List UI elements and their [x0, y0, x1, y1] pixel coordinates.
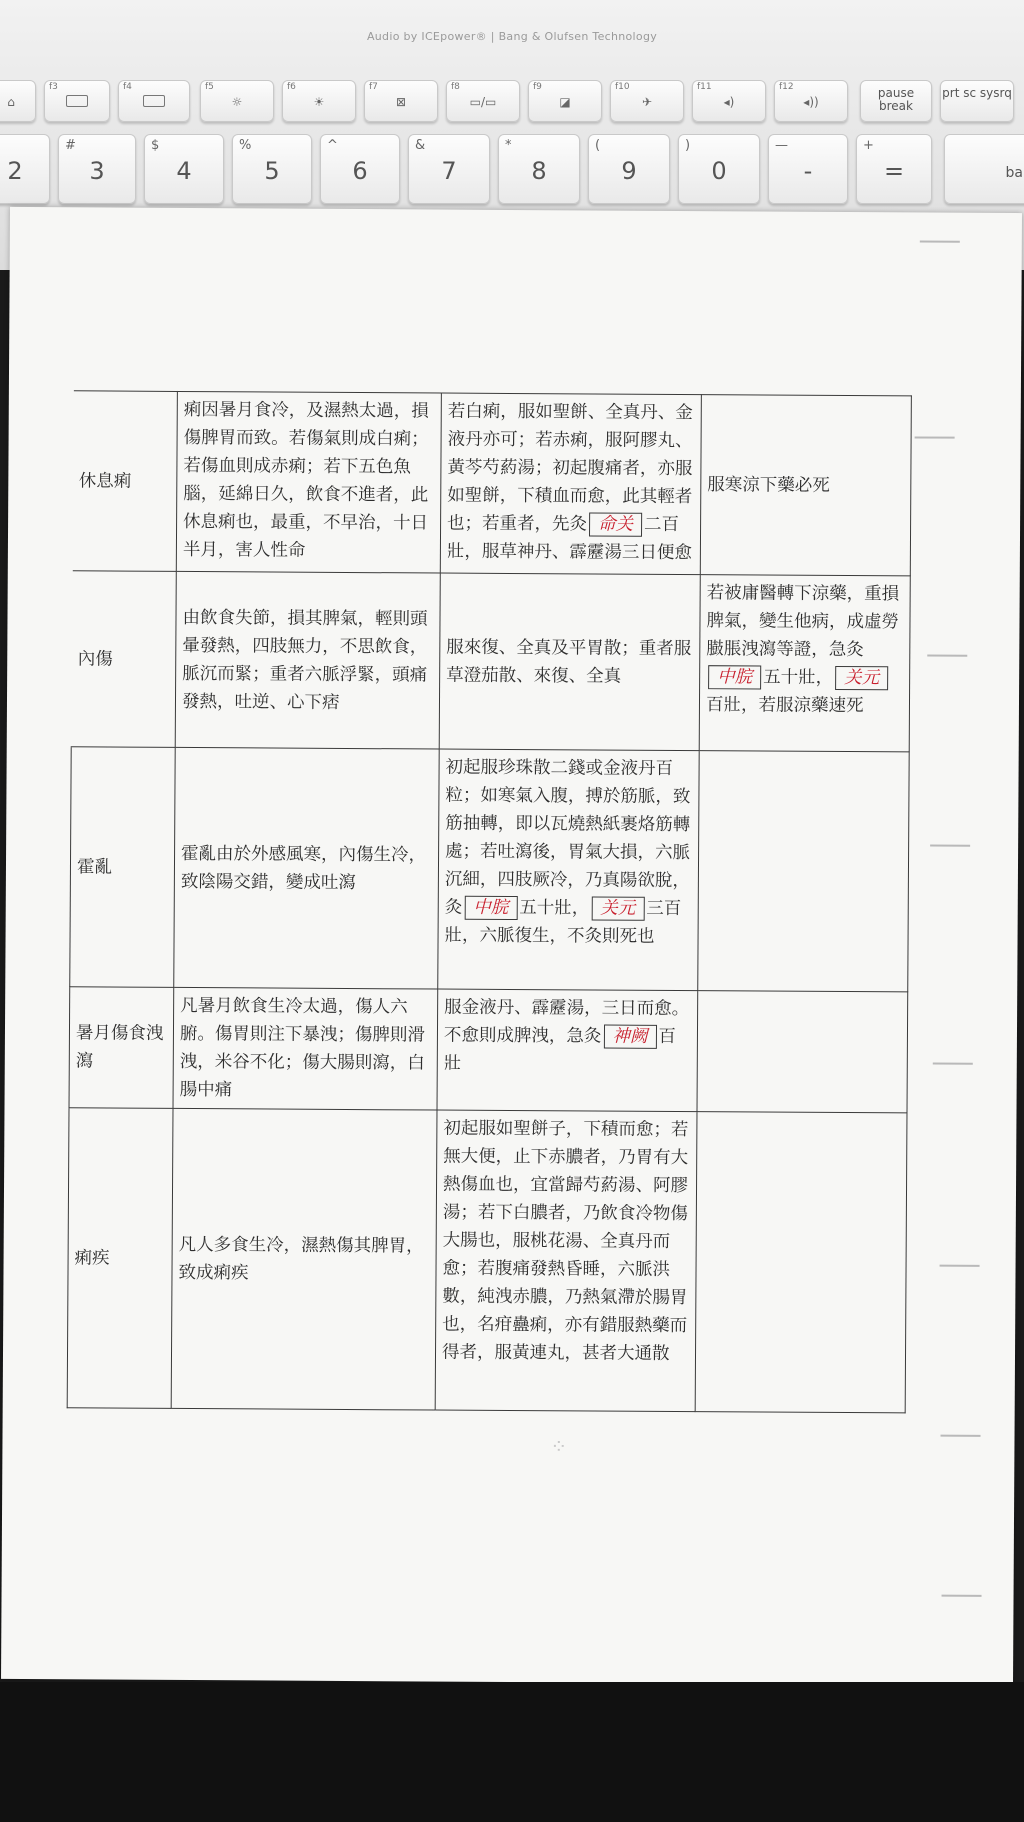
paper-edge-mark — [933, 1061, 973, 1067]
key-minus[interactable] — [768, 134, 848, 204]
key-2[interactable] — [0, 134, 50, 204]
paper-edge-mark — [920, 238, 960, 244]
paper-edge-mark — [930, 843, 970, 849]
f6-key[interactable] — [282, 80, 356, 122]
treatment-text: 三百壯，六脈復生，不灸則死也 — [444, 898, 682, 947]
acupoint-stamp: 关元 — [591, 896, 644, 920]
f12-label: f12 — [779, 82, 794, 92]
key-2-number: 2 — [7, 157, 23, 185]
dark-tabletop — [0, 1682, 1024, 1822]
treatment-text: 五十壯， — [519, 898, 590, 919]
warning-cell — [699, 575, 910, 752]
f6-label: f6 — [287, 82, 296, 92]
key-9-number: 9 — [621, 157, 637, 185]
remedy-table — [67, 390, 912, 1413]
f9-key[interactable] — [528, 80, 602, 122]
f7-label: f7 — [369, 82, 378, 92]
treatment-text: 初起服珍珠散二錢或金液丹百粒；如寒氣入腹，搏於筋脈，致筋抽轉，即以瓦燒熱紙裹烙筋轉處；若吐瀉後，胃氣大損，六脈沉細，四肢厥冷，乃真陽欲脫，灸 — [444, 757, 691, 918]
key-minus-number: - — [803, 157, 813, 185]
backspace-label: ba — [1005, 165, 1023, 181]
paper-edge-mark — [915, 434, 955, 440]
key-4-number: 4 — [176, 157, 192, 185]
warning-text: 百壯，若服涼藥速死 — [705, 695, 864, 717]
lock-icon: ⌂ — [7, 95, 15, 109]
disease-name: 痢疾 — [67, 1108, 173, 1409]
key-equals-symbol: + — [863, 138, 874, 153]
cause-cell: 凡人多食生冷，濕熱傷其脾胃，致成痢疾 — [171, 1108, 437, 1410]
treatment-text: 服金液丹、霹靂湯，三日而愈。不愈則成脾洩，急灸 — [443, 997, 690, 1047]
warning-cell — [697, 991, 908, 1113]
acupoint-stamp: 关元 — [835, 666, 888, 690]
touchpad-icon: ◪ — [559, 95, 571, 109]
acupoint-stamp: 中脘 — [464, 896, 517, 920]
key-minus-symbol: — — [775, 138, 788, 153]
key-5-number: 5 — [264, 157, 280, 185]
key-0-symbol: ) — [685, 138, 691, 153]
table-row — [72, 391, 911, 576]
key-0[interactable] — [678, 134, 760, 204]
f11-key[interactable] — [692, 80, 766, 122]
brightness-down-icon: ☼ — [231, 95, 243, 109]
key-4-symbol: $ — [151, 138, 160, 153]
table-row — [70, 747, 909, 992]
treatment-text: 二百壯，服草神丹、霹靂湯三日便愈 — [446, 514, 692, 564]
f5-key[interactable] — [200, 80, 274, 122]
pause-break-key[interactable] — [860, 80, 932, 122]
key-6-symbol: ^ — [327, 138, 338, 153]
key-8-symbol: * — [505, 138, 512, 153]
key-0-number: 0 — [711, 157, 727, 185]
f9-label: f9 — [533, 82, 542, 92]
key-3[interactable] — [58, 134, 136, 204]
key-9-symbol: ( — [595, 138, 601, 153]
key-5-symbol: % — [239, 138, 252, 153]
key-5[interactable] — [232, 134, 312, 204]
f3-key[interactable] — [44, 80, 110, 122]
key-7-symbol: & — [415, 138, 426, 153]
display-switch-icon: ▭/▭ — [469, 95, 497, 109]
key-equals-number: = — [883, 157, 905, 185]
paper-crease-mark: ⁘ — [550, 1434, 568, 1459]
f8-label: f8 — [451, 82, 460, 92]
f10-label: f10 — [615, 82, 630, 92]
paper-edge-mark — [942, 1593, 982, 1599]
acupoint-stamp: 命关 — [589, 512, 642, 536]
warning-cell — [698, 751, 909, 992]
cause-cell: 凡暑月飲食生冷太過，傷人六腑。傷胃則注下暴洩；傷脾則滑洩，米谷不化；傷大腸則瀉，白腸中痛 — [173, 987, 438, 1110]
key-3-symbol: # — [65, 138, 76, 153]
paper-edge-mark — [940, 1263, 980, 1269]
treatment-cell — [438, 749, 699, 991]
paper-edge-mark — [927, 653, 967, 659]
warning-text: 若被庸醫轉下涼藥，重損脾氣，變生他病，成虛勞臌脹洩瀉等證，急灸 — [706, 583, 900, 661]
disease-name: 休息痢 — [72, 391, 177, 572]
key-6-number: 6 — [352, 157, 368, 185]
warning-cell — [695, 1112, 907, 1413]
f11-label: f11 — [697, 82, 712, 92]
f4-label: f4 — [123, 82, 132, 92]
warning-cell: 服寒涼下藥必死 — [700, 395, 911, 576]
key-4[interactable] — [144, 134, 224, 204]
disease-name: 霍亂 — [70, 747, 175, 988]
pause-break-label: pause break — [877, 86, 915, 113]
f10-key[interactable] — [610, 80, 684, 122]
key-3-number: 3 — [89, 157, 105, 185]
key-9[interactable] — [588, 134, 670, 204]
table-row — [67, 1108, 907, 1413]
f4-key[interactable] — [118, 80, 190, 122]
warning-text: 五十壯， — [763, 667, 834, 688]
table-row — [69, 987, 908, 1113]
screen-off-icon: ⊠ — [395, 95, 407, 109]
acupoint-stamp: 神阙 — [603, 1025, 656, 1049]
volume-down-icon: ◂) — [723, 95, 735, 109]
prt-sc-label: prt sc sysrq — [942, 86, 1012, 100]
treatment-cell — [440, 393, 701, 575]
brightness-up-icon: ☀ — [313, 95, 325, 109]
table-row — [71, 571, 910, 752]
airplane-mode-icon: ✈ — [641, 95, 653, 109]
key-7-number: 7 — [441, 157, 457, 185]
keyboard-backlight-icon — [119, 95, 189, 107]
treatment-text: 百壯 — [443, 1026, 677, 1074]
paper-edge-mark — [941, 1433, 981, 1439]
key-7[interactable] — [408, 134, 490, 204]
f12-key[interactable] — [774, 80, 848, 122]
f2-key[interactable] — [0, 80, 36, 122]
key-equals[interactable] — [856, 134, 932, 204]
treatment-text: 若白痢，服如聖餅、全真丹、金液丹亦可；若赤痢，服阿膠丸、黃芩芍葯湯；初起腹痛者，亦服如聖餅，下積血而愈，此其輕者也；若重者，先灸 — [447, 401, 693, 535]
disease-name: 暑月傷食洩瀉 — [69, 987, 174, 1109]
prt-sc-key[interactable] — [940, 80, 1014, 122]
f8-key[interactable] — [446, 80, 520, 122]
treatment-cell: 服來復、全真及平胃散；重者服草澄茄散、來復、全真 — [439, 573, 700, 751]
acupoint-stamp: 中脘 — [708, 665, 761, 689]
backspace-key[interactable] — [944, 134, 1024, 204]
volume-up-icon: ◂)) — [803, 95, 819, 109]
f5-label: f5 — [205, 82, 214, 92]
treatment-cell — [437, 989, 698, 1112]
laptop-brand-text: Audio by ICEpower® | Bang & Olufsen Technology — [366, 30, 658, 43]
printed-paper-sheet — [1, 207, 1022, 1685]
cause-cell: 由飲食失節，損其脾氣，輕則頭暈發熱，四肢無力，不思飲食，脈沉而緊；重者六脈浮緊，頭痛發熱，吐逆、心下痞 — [175, 571, 440, 749]
cause-cell: 痢因暑月食冷，及濕熱太過，損傷脾胃而致。若傷氣則成白痢；若傷血則成赤痢；若下五色魚腦，延綿日久，飲食不進者，此休息痢也，最重，不早治，十日半月，害人性命 — [176, 391, 441, 573]
cause-cell: 霍亂由於外感風寒，內傷生冷，致陰陽交錯，變成吐瀉 — [174, 747, 439, 989]
f7-key[interactable] — [364, 80, 438, 122]
f3-label: f3 — [49, 82, 58, 92]
key-6[interactable] — [320, 134, 400, 204]
key-8-number: 8 — [531, 157, 547, 185]
disease-name: 內傷 — [71, 571, 176, 748]
key-8[interactable] — [498, 134, 580, 204]
treatment-cell: 初起服如聖餅子，下積而愈；若無大便，止下赤膿者，乃胃有大熱傷血也，宜當歸芍葯湯、阿膠湯；若下白膿者，乃飲食冷物傷大腸也，服桃花湯、全真丹而愈；若腹痛發熱昏睡，六脈洪數，純洩赤膿，乃熱氣滯於腸胃也，名疳蠱痢，亦有錯服熱藥而得者，服黃連丸，甚者大通散 — [435, 1110, 697, 1412]
keyboard-icon — [45, 95, 109, 107]
